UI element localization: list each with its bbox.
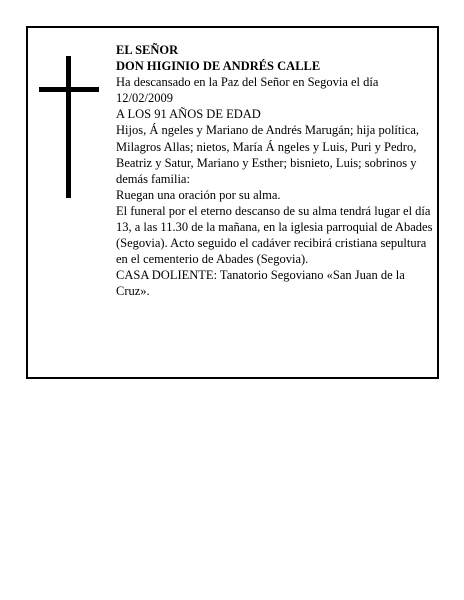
mourning-house: CASA DOLIENTE: Tanatorio Segoviano «San Juan de la Cruz». — [116, 268, 405, 299]
deceased-name: DON HIGINIO DE ANDRÉS CALLE — [116, 59, 321, 74]
rest-statement: Ha descansado en la Paz del Señor en Segovia el día 12/02/2009 — [116, 75, 379, 106]
cross-horizontal-bar — [39, 87, 99, 92]
age-statement: A LOS 91 AÑOS DE EDAD — [116, 107, 261, 122]
prayer-request: Ruegan una oración por su alma. — [116, 187, 281, 202]
cross-icon — [39, 56, 99, 198]
funeral-details: El funeral por el eterno descanso de su alma tendrá lugar el día 13, a las 11.30 de la mañana, en la iglesia parroquial de Abades (Segovia). Acto seguido el cadáver recibirá cristiana sepultura en el cementerio de Abades (Segovia). — [116, 203, 433, 267]
notice-text — [116, 42, 436, 300]
family-list: Hijos, Á ngeles y Mariano de Andrés Marugán; hija política, Milagros Allas; nietos, María Á ngeles y Luis, Puri y Pedro, Beatriz y Satur, Mariano y Esther; bisnieto, Luis; sobrinos y demás familia: — [116, 123, 420, 186]
cross-vertical-bar — [66, 56, 71, 198]
title-line-1: EL SEÑOR — [116, 43, 179, 57]
obituary-notice — [26, 26, 439, 379]
